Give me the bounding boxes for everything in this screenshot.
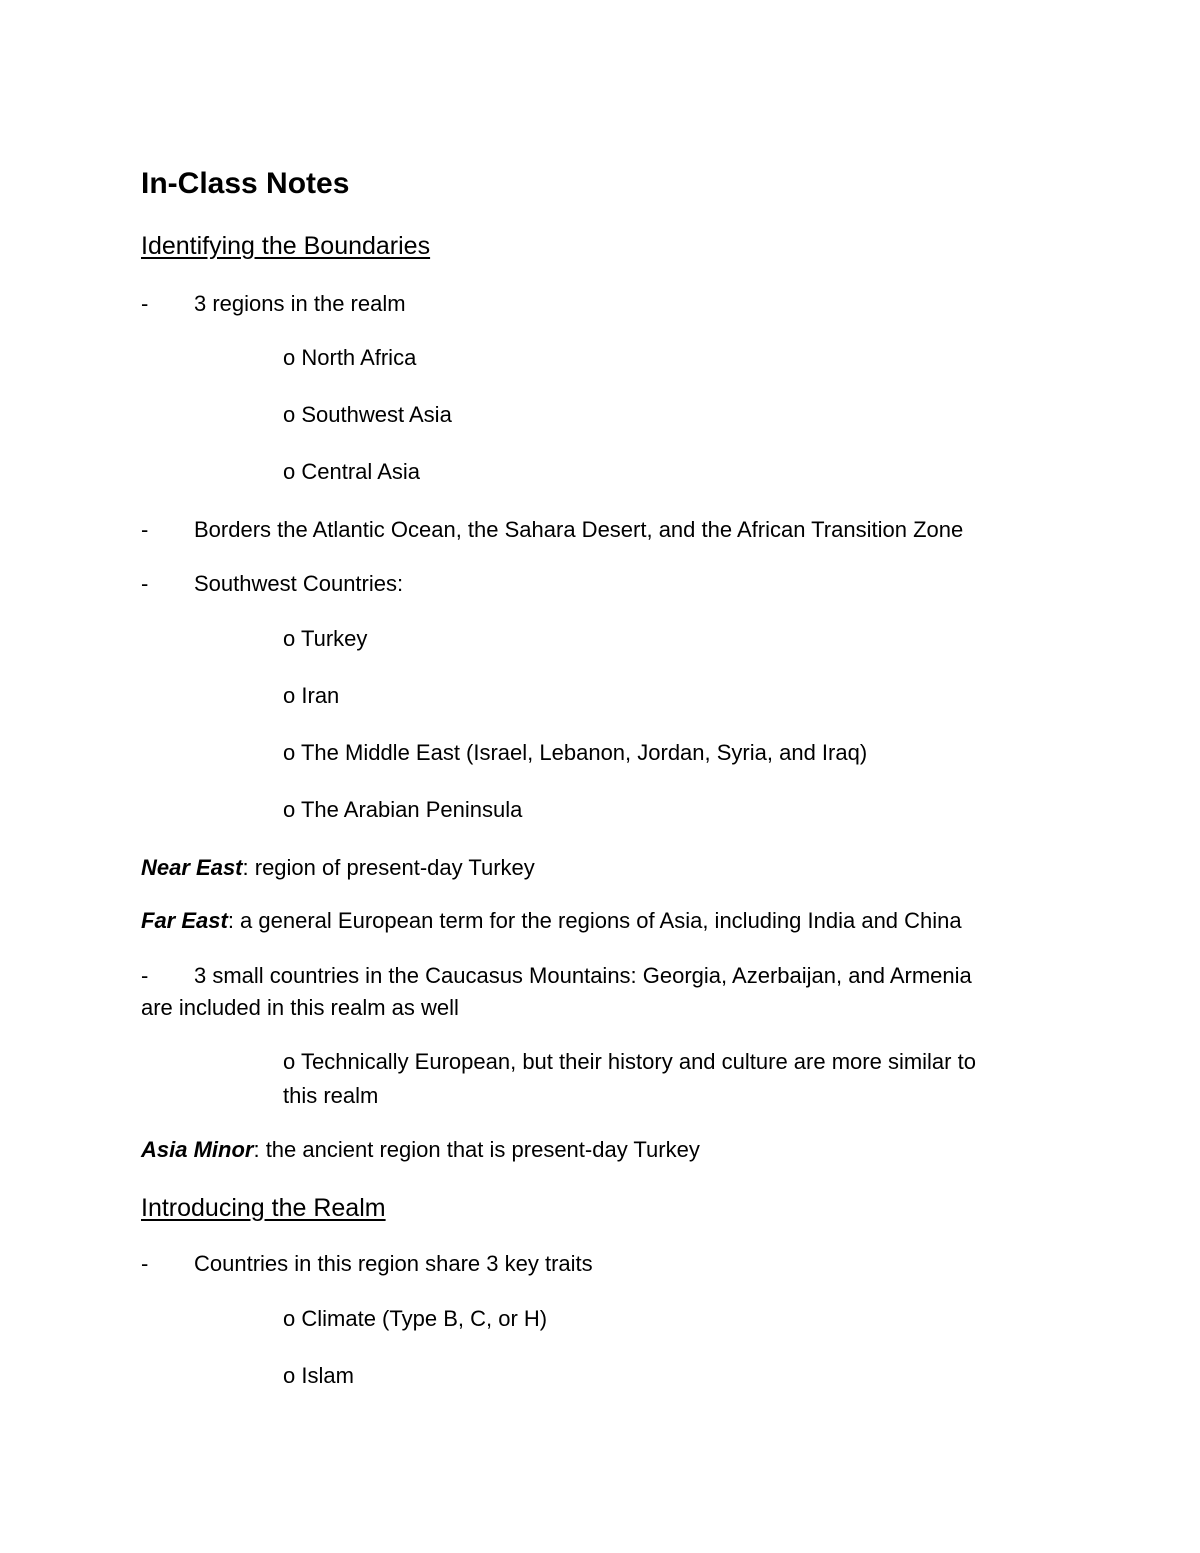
sub-bullet: o <box>283 1363 296 1388</box>
definition-text: : region of present-day Turkey <box>242 855 535 880</box>
term-near-east: Near East <box>141 855 243 880</box>
list-item <box>283 740 867 766</box>
trait-islam: Islam <box>301 1363 354 1388</box>
list-item <box>283 683 339 709</box>
trait-climate: Climate (Type B, C, or H) <box>301 1306 548 1331</box>
definition-text: : a general European term for the regions of Asia, including India and China <box>227 908 962 933</box>
definition-far-east <box>141 908 962 934</box>
borders-text: Borders the Atlantic Ocean, the Sahara Desert, and the African Transition Zone <box>194 517 964 542</box>
list-item <box>283 402 452 428</box>
sub-bullet: o <box>283 1306 296 1331</box>
sub-bullet: o <box>283 345 296 370</box>
sw-countries-intro: Southwest Countries: <box>194 571 404 596</box>
bullet-dash: - <box>141 1251 149 1276</box>
sub-bullet: o <box>283 740 296 765</box>
list-item <box>283 459 420 485</box>
list-item <box>283 345 416 371</box>
region-central-asia: Central Asia <box>301 459 420 484</box>
country-arabian-peninsula: The Arabian Peninsula <box>300 797 523 822</box>
country-turkey: Turkey <box>300 626 368 651</box>
caucasus-text-line1: 3 small countries in the Caucasus Mountains: Georgia, Azerbaijan, and Armenia <box>194 963 972 988</box>
list-item <box>283 1363 354 1389</box>
list-item <box>283 797 522 823</box>
caucasus-note-line2: this realm <box>283 1083 379 1108</box>
sub-bullet: o <box>283 459 296 484</box>
list-item <box>283 1306 547 1332</box>
country-iran: Iran <box>301 683 340 708</box>
term-far-east: Far East <box>141 908 228 933</box>
sub-bullet: o <box>283 402 296 427</box>
list-item <box>283 626 367 652</box>
bullet-dash: - <box>141 291 149 316</box>
regions-intro: 3 regions in the realm <box>194 291 406 316</box>
sub-bullet: o <box>283 797 296 822</box>
definition-text: : the ancient region that is present-day Turkey <box>253 1137 700 1162</box>
country-middle-east: The Middle East (Israel, Lebanon, Jordan, Syria, and Iraq) <box>300 740 868 765</box>
region-north-africa: North Africa <box>301 345 417 370</box>
definition-asia-minor <box>141 1137 700 1163</box>
sub-bullet: o <box>283 1049 296 1074</box>
caucasus-note-line1: Technically European, but their history and culture are more similar to <box>300 1049 976 1074</box>
section-heading-introducing: Introducing the Realm <box>141 1194 386 1222</box>
bullet-dash: - <box>141 517 149 542</box>
bullet-dash: - <box>141 571 149 596</box>
traits-intro: Countries in this region share 3 key traits <box>194 1251 593 1276</box>
bullet-dash: - <box>141 963 149 988</box>
sub-bullet: o <box>283 626 296 651</box>
caucasus-text-line2: are included in this realm as well <box>141 995 459 1020</box>
region-southwest-asia: Southwest Asia <box>301 402 452 427</box>
list-item <box>283 1049 976 1075</box>
sub-bullet: o <box>283 683 296 708</box>
term-asia-minor: Asia Minor <box>141 1137 254 1162</box>
definition-near-east <box>141 855 535 881</box>
page-title: In-Class Notes <box>141 167 350 200</box>
section-heading-boundaries: Identifying the Boundaries <box>141 232 431 260</box>
